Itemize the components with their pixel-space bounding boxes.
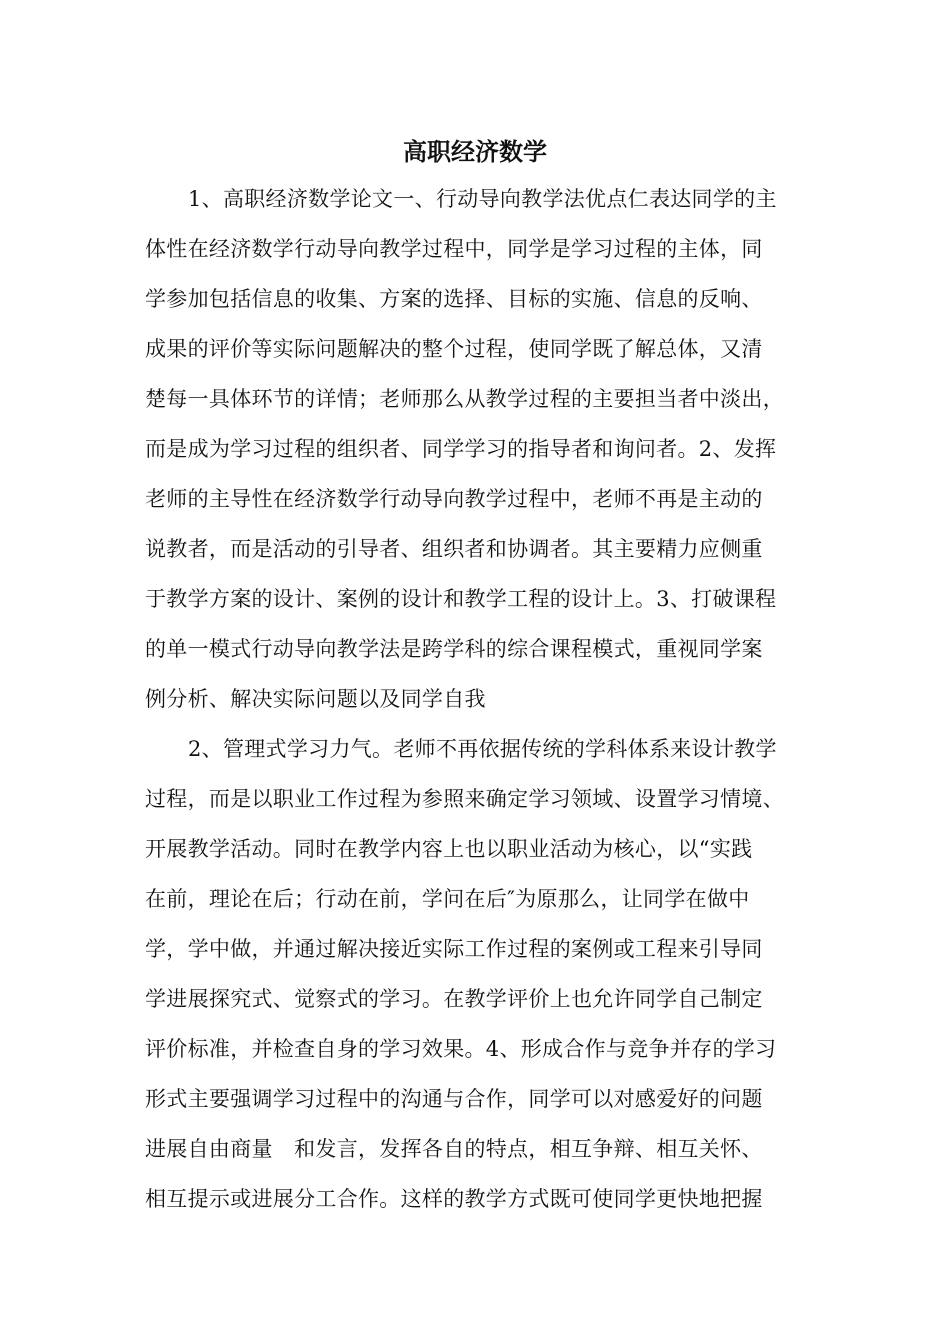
paragraph-2-line-7: 评价标准，并检查自身的学习效果。4、形成合作与竞争并存的学习: [145, 1037, 777, 1061]
paragraph-2-line-5: 学，学中做，并通过解决接近实际工作过程的案例或工程来引导同: [145, 937, 763, 961]
paragraph-2-line-4: 在前，理论在后；行动在前，学问在后″为原那么，让同学在做中: [145, 887, 750, 911]
paragraph-1-line-6: 而是成为学习过程的组织者、同学学习的指导者和询问者。2、发挥: [145, 437, 777, 461]
paragraph-1-line-8: 说教者，而是活动的引导者、组织者和协调者。其主要精力应侧重: [145, 537, 763, 561]
paragraph-1-line-11: 例分析、解决实际问题以及同学自我: [145, 687, 486, 711]
paragraph-2-line-10: 相互提示或进展分工合作。这样的教学方式既可使同学更快地把握: [145, 1187, 763, 1211]
paragraph-1-line-10: 的单一模式行动导向教学法是跨学科的综合课程模式，重视同学案: [145, 637, 763, 661]
paragraph-1-line-4: 成果的评价等实际问题解决的整个过程，使同学既了解总体，又清: [145, 337, 763, 361]
paragraph-2-line-9: 进展自由商量 和发言，发挥各自的特点，相互争辩、相互关怀、: [145, 1137, 763, 1161]
paragraph-2-line-3: 开展教学活动。同时在教学内容上也以职业活动为核心，以“实践: [145, 837, 753, 861]
document-title: 高职经济数学: [403, 137, 547, 166]
paragraph-2-line-6: 学进展探究式、觉察式的学习。在教学评价上也允许同学自己制定: [145, 987, 763, 1011]
paragraph-1-line-1: 1、高职经济数学论文一、行动导向教学法优点仁表达同学的主: [188, 187, 777, 211]
paragraph-1-line-5: 楚每一具体环节的详情；老师那么从教学过程的主要担当者中淡出，: [145, 387, 784, 411]
paragraph-1-line-3: 学参加包括信息的收集、方案的选择、目标的实施、信息的反响、: [145, 287, 763, 311]
paragraph-1-line-9: 于教学方案的设计、案例的设计和教学工程的设计上。3、打破课程: [145, 587, 777, 611]
paragraph-2-line-8: 形式主要强调学习过程中的沟通与合作，同学可以对感爱好的问题: [145, 1087, 763, 1111]
paragraph-2-line-2: 过程，而是以职业工作过程为参照来确定学习领域、设置学习情境、: [145, 787, 784, 811]
paragraph-1-line-2: 体性在经济数学行动导向教学过程中，同学是学习过程的主体，同: [145, 237, 763, 261]
paragraph-1-line-7: 老师的主导性在经济数学行动导向教学过程中，老师不再是主动的: [145, 487, 763, 511]
paragraph-2-line-1: 2、管理式学习力气。老师不再依据传统的学科体系来设计教学: [188, 737, 777, 761]
